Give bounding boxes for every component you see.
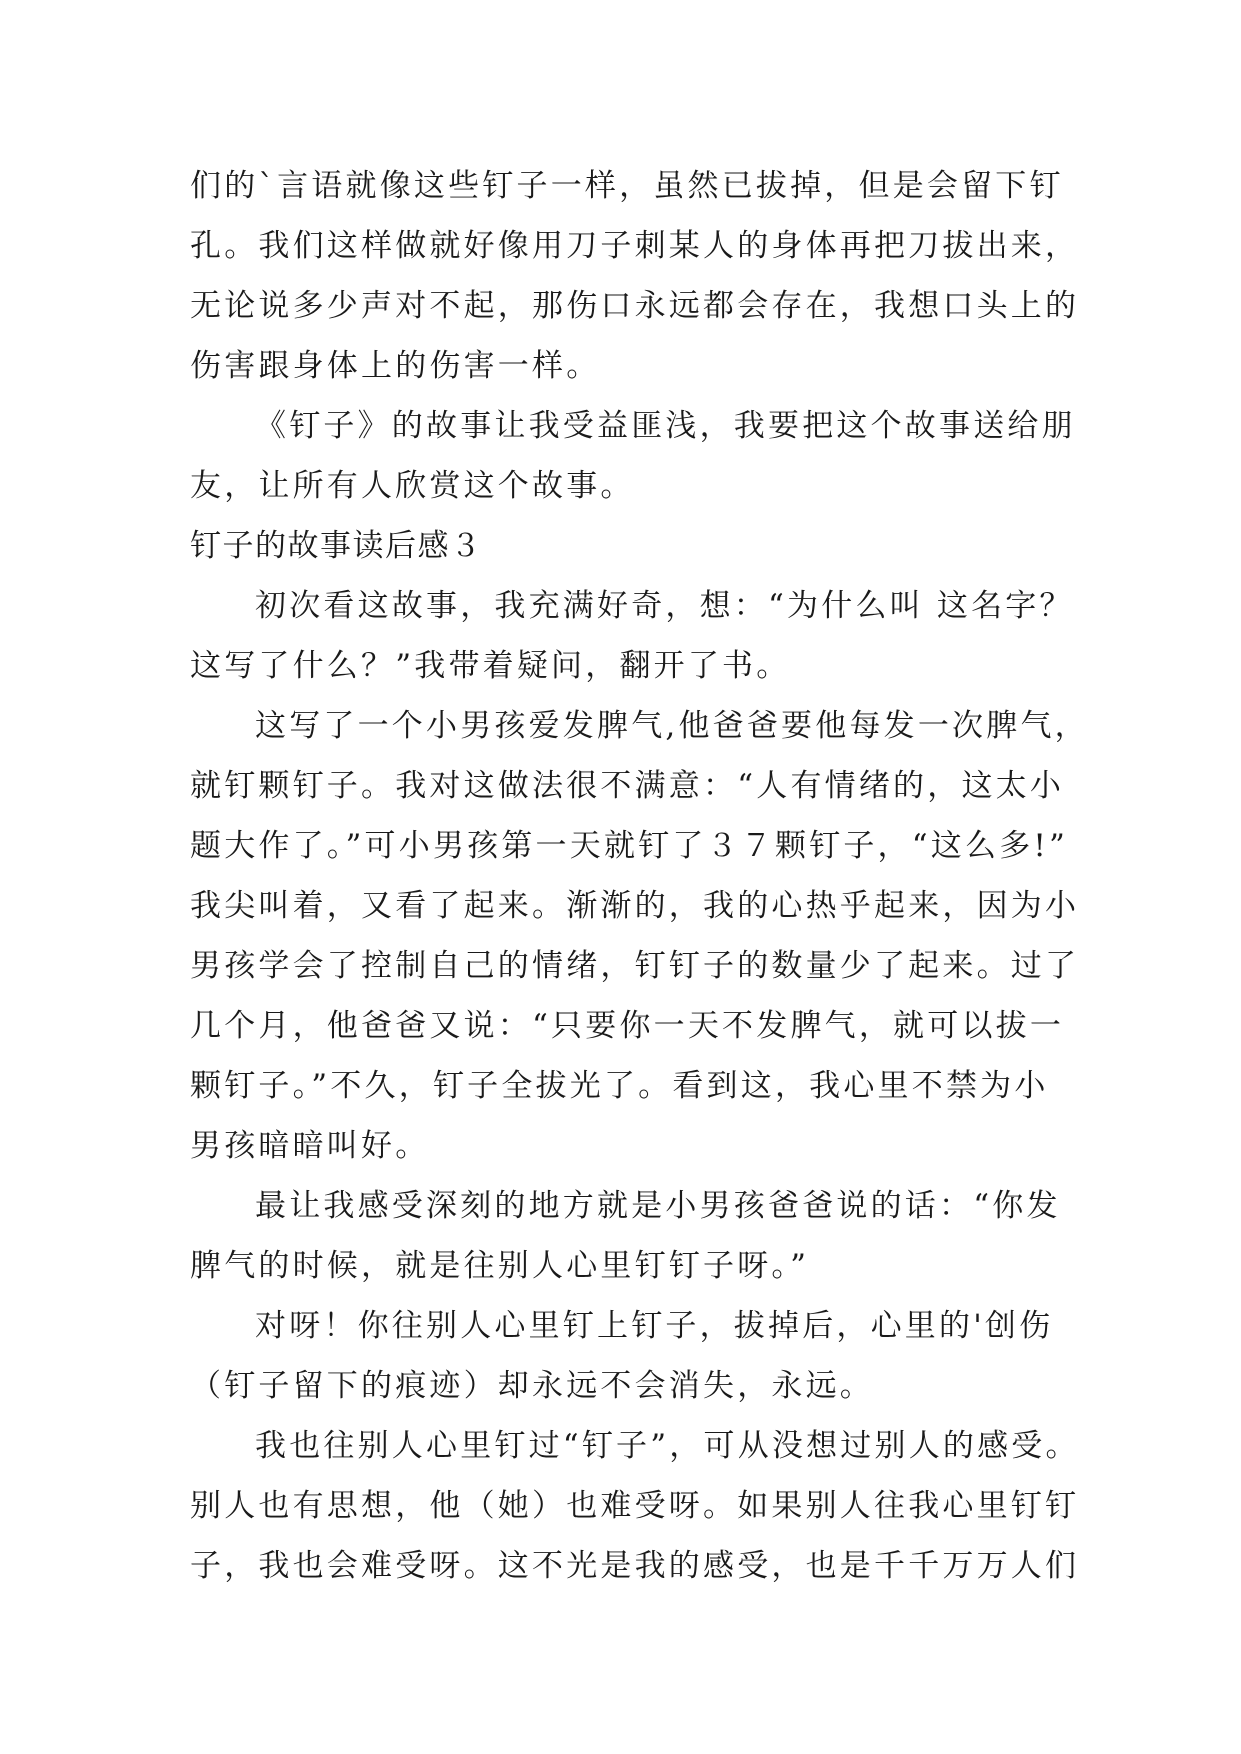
text-line: 孔。我们这样做就好像用刀子刺某人的身体再把刀拔出来， — [190, 228, 1080, 264]
text-line: 脾气的时候，就是往别人心里钉钉子呀。” — [190, 1248, 810, 1284]
paragraph-start-line: 我也往别人心里钉过“钉子”，可从没想过别人的感受。 — [255, 1428, 1080, 1464]
text-line: 们的`言语就像这些钉子一样，虽然已拔掉，但是会留下钉 — [190, 168, 1064, 204]
text-line: 就钉颗钉子。我对这做法很不满意：“人有情绪的，这太小 — [190, 768, 1065, 804]
section-heading: 钉子的故事读后感３ — [190, 528, 483, 564]
text-line: 子，我也会难受呀。这不光是我的感受，也是千千万万人们 — [190, 1548, 1080, 1584]
text-line: 男孩暗暗叫好。 — [190, 1128, 430, 1164]
text-line: 男孩学会了控制自己的情绪，钉钉子的数量少了起来。过了 — [190, 948, 1080, 984]
text-line: 友，让所有人欣赏这个故事。 — [190, 468, 635, 504]
paragraph-start-line: 《钉子》的故事让我受益匪浅，我要把这个故事送给朋 — [255, 408, 1076, 444]
text-line: 我尖叫着，又看了起来。渐渐的，我的心热乎起来，因为小 — [190, 888, 1080, 924]
text-line: 伤害跟身体上的伤害一样。 — [190, 348, 601, 384]
paragraph-start-line: 最让我感受深刻的地方就是小男孩爸爸说的话：“你发 — [255, 1188, 1061, 1224]
text-line: 这写了什么？”我带着疑问，翻开了书。 — [190, 648, 791, 684]
paragraph-start-line: 初次看这故事，我充满好奇，想：“为什么叫 这名字？ — [255, 588, 1074, 624]
paragraph-start-line: 对呀！你往别人心里钉上钉子，拔掉后，心里的'创伤 — [255, 1308, 1054, 1344]
text-line: 题大作了。”可小男孩第一天就钉了３７颗钉子，“这么多!” — [190, 828, 1069, 864]
text-line: （钉子留下的痕迹）却永远不会消失，永远。 — [190, 1368, 874, 1404]
paragraph-start-line: 这写了一个小男孩爱发脾气,他爸爸要他每发一次脾气， — [255, 708, 1089, 744]
text-line: 颗钉子。”不久，钉子全拔光了。看到这，我心里不禁为小 — [190, 1068, 1049, 1104]
text-line: 别人也有思想，他（她）也难受呀。如果别人往我心里钉钉 — [190, 1488, 1080, 1524]
text-line: 几个月，他爸爸又说：“只要你一天不发脾气，就可以拔一 — [190, 1008, 1065, 1044]
text-line: 无论说多少声对不起，那伤口永远都会存在，我想口头上的 — [190, 288, 1080, 324]
